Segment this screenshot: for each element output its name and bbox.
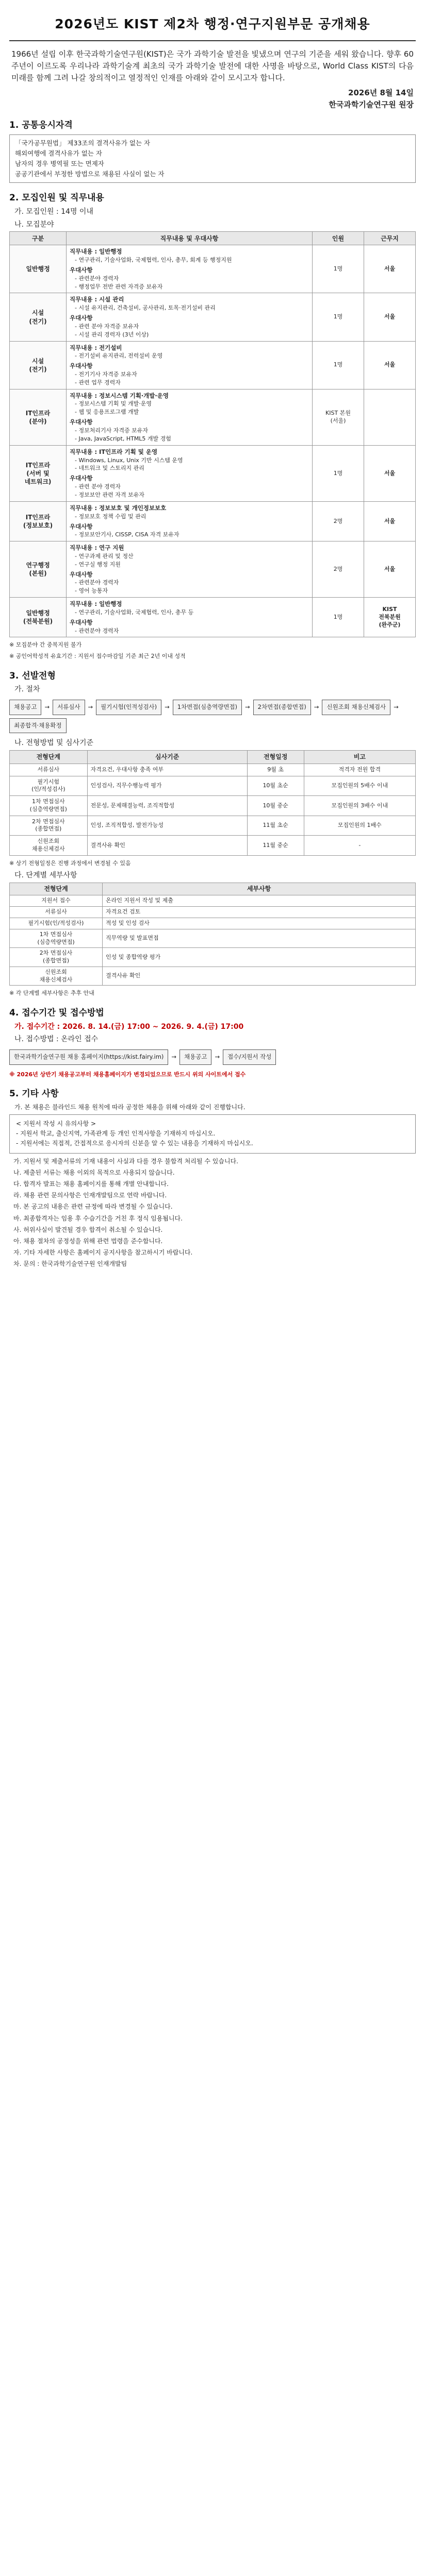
date-line: 2026년 8월 14일	[348, 88, 414, 98]
duty-label: 직무내용 : 전기설비	[70, 344, 122, 351]
table-row	[10, 501, 416, 541]
table-cell: 인성검사, 직무수행능력 평가	[87, 776, 247, 795]
duty-label: 직무내용 : IT인프라 기획 및 운영	[70, 448, 158, 455]
table-cell: 전문성, 문제해결능력, 조직적합성	[87, 796, 247, 816]
table-cell: 인성 및 종합역량 평가	[103, 948, 416, 967]
arrow-icon: →	[171, 1053, 177, 1061]
pref-label: 우대사항	[70, 266, 93, 274]
list-item: 아. 채용 절차의 공정성을 위해 관련 법령을 준수합니다.	[13, 1237, 163, 1245]
duty-text: - Windows, Linux, Unix 기반 시스템 운영 - 네트워크 및 스토리지 관리	[75, 456, 183, 472]
signature: 한국과학기술연구원 원장	[329, 99, 414, 109]
table-row	[10, 836, 416, 855]
table-cell: 신원조회 채용신체검사	[10, 967, 103, 985]
fields-subheading: 나. 모집분야	[14, 220, 54, 229]
table-cell: 인성, 조직적합성, 발전가능성	[87, 816, 247, 835]
table-cell: 10월 중순	[247, 796, 304, 816]
position-detail	[67, 389, 313, 445]
table-row	[10, 541, 416, 598]
headcount-cell: 1명	[313, 598, 364, 637]
position-category: IT인프라 (서버 및 네트워크)	[10, 445, 67, 501]
position-detail	[67, 445, 313, 501]
duty-text: - 정보시스템 기획 및 개발·운영 - 웹 및 응용프로그램 개발	[75, 400, 152, 416]
pref-label: 우대사항	[70, 418, 93, 426]
position-category: 시설 (전기)	[10, 341, 67, 389]
duty-label: 직무내용 : 연구 지원	[70, 544, 124, 552]
position-category: 일반행정	[10, 245, 67, 293]
procedure-subheading: 가. 절차	[14, 685, 40, 694]
table-cell: 9월 초	[247, 764, 304, 776]
table-cell: 1차 면접심사 (심층역량면접)	[10, 929, 103, 947]
arrow-icon: →	[165, 703, 170, 711]
table-cell: 1차 면접심사 (심층역량면접)	[10, 796, 88, 816]
table-row	[10, 245, 416, 293]
pref-text: - 관련분야 경력자 - 영어 능통자	[75, 579, 119, 595]
table-cell: 신원조회 채용신체검사	[10, 836, 88, 855]
table-cell: 11월 초순	[247, 816, 304, 835]
headcount-cell: 2명	[313, 541, 364, 598]
pref-label: 우대사항	[70, 474, 93, 482]
location-cell: 서울	[364, 293, 416, 341]
table-cell: 서류심사	[10, 764, 88, 776]
eligibility-item: 공공기관에서 부정한 방법으로 채용된 사실이 없는 자	[15, 170, 165, 178]
arrow-icon: →	[245, 703, 250, 711]
flow-step: 최종합격·채용확정	[9, 718, 67, 733]
eligibility-box	[9, 134, 416, 183]
pref-label: 우대사항	[70, 314, 93, 322]
table-cell: 자격요건, 우대사항 충족 여부	[87, 764, 247, 776]
pref-text: - 정보처리기사 자격증 보유자 - Java, JavaScript, HTML5 개발 경험	[75, 427, 171, 442]
col-header: 인원	[313, 232, 364, 245]
position-category: 일반행정 (전북분원)	[10, 598, 67, 637]
list-item: 차. 문의 : 한국과학기술연구원 인재개발팀	[13, 1260, 127, 1268]
application-period: 가. 접수기간 : 2026. 8. 14.(금) 17:00 ~ 2026. 9. 4.(금) 17:00	[14, 1022, 244, 1031]
page-title: 2026년도 KIST 제2차 행정·연구지원부문 공개채용	[9, 11, 416, 41]
flow-step: 신원조회 채용신체검사	[322, 700, 390, 715]
col-header: 직무내용 및 우대사항	[67, 232, 313, 245]
table-row	[10, 341, 416, 389]
col-header: 비고	[304, 750, 415, 764]
duty-label: 직무내용 : 일반행정	[70, 600, 122, 608]
pref-label: 우대사항	[70, 618, 93, 626]
pref-text: - 관련 분야 경력자 - 정보보안 관련 자격 보유자	[75, 483, 144, 498]
table-cell: 모집인원의 3배수 이내	[304, 796, 415, 816]
table-cell: 적격자 전원 합격	[304, 764, 415, 776]
table-cell: -	[304, 836, 415, 855]
position-category: IT인프라 (분야)	[10, 389, 67, 445]
table-cell: 모집인원의 1배수	[304, 816, 415, 835]
table-row	[10, 598, 416, 637]
position-detail	[67, 245, 313, 293]
pref-text: - 전기기사 자격증 보유자 - 관련 업무 경력자	[75, 370, 137, 386]
intro-paragraph: 1966년 설립 이후 한국과학기술연구원(KIST)은 국가 과학기술 발전을 빛냈으며 연구의 기준을 세워 왔습니다. 향후 60주년이 이르도록 우리나라 과학기술계 최초의 국가 과학기술 발전에 대한 사명을 바탕으로, World Class KIST의 다음 미래를 함께 그려 나갈 창의적이고 열정적인 인재를 아래와 같이 모시고자 합니다.	[11, 49, 414, 82]
section-1-heading: 1. 공통응시자격	[9, 120, 73, 131]
position-category: IT인프라 (정보보호)	[10, 501, 67, 541]
col-header: 심사기준	[87, 750, 247, 764]
note: ※ 공인어학성적 유효기간 : 지원서 접수마감일 기준 최근 2년 이내 성적	[9, 653, 186, 660]
section-4-heading: 4. 접수기간 및 접수방법	[9, 1007, 104, 1018]
duty-text: - 연구과제 관리 및 정산 - 연구실 행정 지원	[75, 552, 134, 568]
list-item: 바. 최종합격자는 임용 후 수습기간을 거친 후 정식 임용됩니다.	[13, 1214, 183, 1222]
pref-text: - 관련분야 경력자 - 행정업무 전반 관련 자격증 보유자	[75, 275, 163, 290]
position-category: 시설 (전기)	[10, 293, 67, 341]
detail-table	[9, 883, 416, 986]
location-cell: 서울	[364, 541, 416, 598]
table-row	[10, 764, 416, 776]
eligibility-item: 「국가공무원법」 제33조의 결격사유가 없는 자	[15, 139, 151, 147]
duty-label: 직무내용 : 정보시스템 기획·개발·운영	[70, 392, 169, 399]
col-header: 전형단계	[10, 750, 88, 764]
headcount-cell: 1명	[313, 445, 364, 501]
table-cell: 필기시험 (인/적성검사)	[10, 776, 88, 795]
position-detail	[67, 598, 313, 637]
duty-text: - 정보보호 정책 수립 및 관리	[75, 513, 146, 520]
location-cell: 서울	[364, 341, 416, 389]
table-cell: 필기시험(인/적성검사)	[10, 918, 103, 929]
list-item: 라. 채용 관련 문의사항은 인재개발팀으로 연락 바랍니다.	[13, 1192, 167, 1199]
duty-text: - 전기설비 유지관리, 전력설비 운영	[75, 352, 163, 360]
arrow-icon: →	[88, 703, 93, 711]
headcount-cell: 1명	[313, 245, 364, 293]
method-subheading: 나. 전형방법 및 심사기준	[14, 738, 94, 747]
detail-subheading: 다. 단계별 세부사항	[14, 871, 77, 880]
col-header: 전형단계	[10, 883, 103, 895]
callout-box	[9, 1114, 416, 1154]
list-item: 사. 허위사실이 발견될 경우 합격이 취소될 수 있습니다.	[13, 1226, 163, 1233]
table-cell: 결격사유 확인	[87, 836, 247, 855]
table-row	[10, 293, 416, 341]
table-row	[10, 445, 416, 501]
headcount-cell: 1명	[313, 341, 364, 389]
table-row	[10, 948, 416, 967]
duty-label: 직무내용 : 시설 관리	[70, 296, 124, 303]
flow-step: 접수/지원서 작성	[223, 1049, 276, 1064]
procedure-flow	[9, 700, 416, 733]
table-cell: 11월 중순	[247, 836, 304, 855]
table-cell: 서류심사	[10, 906, 103, 918]
callout-text: < 지원서 작성 시 유의사항 > - 지원서 학교, 출신지역, 가족관계 등 개인 인적사항을 기재하지 마십시오. - 지원서에는 직접적, 간접적으로 응시자의 신분을 알 수 있는 내용을 기재하지 마십시오.	[16, 1120, 253, 1147]
headcount-cell: 1명	[313, 293, 364, 341]
headcount-cell: 2명	[313, 501, 364, 541]
location-cell: KIST 전북분원 (완주군)	[364, 598, 416, 637]
position-detail	[67, 501, 313, 541]
flow-step: 1차면접(심층역량면접)	[173, 700, 242, 715]
table-cell: 결격사유 확인	[103, 967, 416, 985]
flow-step: 한국과학기술연구원 채용 홈페이지(https://kist.fairy.im)	[9, 1049, 168, 1064]
table-cell: 모집인원의 5배수 이내	[304, 776, 415, 795]
headcount: 가. 모집인원 : 14명 이내	[14, 207, 93, 216]
table-row	[10, 967, 416, 985]
duty-text: - 연구관리, 기술사업화, 국제협력, 인사, 총무, 회계 등 행정지원	[75, 256, 232, 263]
note: ※ 모집분야 간 중복지원 불가	[9, 641, 82, 649]
table-cell: 직무역량 및 발표면접	[103, 929, 416, 947]
position-detail	[67, 293, 313, 341]
table-cell: 적성 및 인성 검사	[103, 918, 416, 929]
table-row	[10, 929, 416, 947]
col-header: 근무지	[364, 232, 416, 245]
location-cell	[364, 389, 416, 445]
note: ※ 2026년 상반기 채용공고부터 채용홈페이지가 변경되었으므로 반드시 위의 사이트에서 접수	[9, 1071, 246, 1078]
note: ※ 상기 전형일정은 진행 과정에서 변경될 수 있음	[9, 859, 131, 867]
flow-step: 채용공고	[179, 1049, 211, 1064]
flow-step: 필기시험(인적성검사)	[96, 700, 161, 715]
col-header: 세부사항	[103, 883, 416, 895]
eligibility-item: 해외여행에 결격사유가 없는 자	[15, 149, 102, 158]
pref-label: 우대사항	[70, 522, 93, 530]
duty-text: - 시설 유지관리, 건축설비, 공사관리, 토목·전기설비 관리	[75, 304, 216, 312]
position-detail	[67, 341, 313, 389]
section-3-heading: 3. 선발전형	[9, 670, 56, 681]
positions-table	[9, 231, 416, 637]
etc-list	[13, 1157, 416, 1269]
list-item: 다. 합격자 발표는 채용 홈페이지를 통해 개별 안내합니다.	[13, 1180, 169, 1188]
table-cell: 10월 초순	[247, 776, 304, 795]
table-row	[10, 776, 416, 795]
application-method: 나. 접수방법 : 온라인 접수	[14, 1035, 99, 1044]
list-item: 자. 기타 자세한 사항은 홈페이지 공지사항을 참고하시기 바랍니다.	[13, 1249, 193, 1257]
location-cell: 서울	[364, 245, 416, 293]
pref-text: - 정보보안기사, CISSP, CISA 자격 보유자	[75, 531, 179, 538]
table-row	[10, 816, 416, 835]
arrow-icon: →	[215, 1053, 220, 1061]
arrow-icon: →	[314, 703, 319, 711]
table-row	[10, 918, 416, 929]
note: ※ 각 단계별 세부사항은 추후 안내	[9, 990, 94, 997]
position-category: 연구행정 (본원)	[10, 541, 67, 598]
flow-step: 2차면접(종합면접)	[253, 700, 311, 715]
pref-label: 우대사항	[70, 570, 93, 578]
screening-table	[9, 750, 416, 856]
pref-text: - 관련 분야 자격증 보유자 - 시설 관리 경력자 (3년 이상)	[75, 323, 149, 338]
eligibility-item: 남자의 경우 병역필 또는 면제자	[15, 160, 104, 168]
etc-intro: 가. 본 채용은 블라인드 채용 원칙에 따라 공정한 채용을 위해 아래와 같이 진행합니다.	[14, 1103, 246, 1111]
position-detail	[67, 541, 313, 598]
section-5-heading: 5. 기타 사항	[9, 1089, 59, 1099]
duty-label: 직무내용 : 일반행정	[70, 248, 122, 256]
list-item: 나. 제출된 서류는 채용 이외의 목적으로 사용되지 않습니다.	[13, 1168, 175, 1176]
table-row	[10, 906, 416, 918]
location-cell: 서울	[364, 445, 416, 501]
table-cell: 지원서 접수	[10, 895, 103, 906]
pref-label: 우대사항	[70, 362, 93, 370]
table-cell: 2차 면접심사 (종합면접)	[10, 948, 103, 967]
table-row	[10, 895, 416, 906]
col-header: 구분	[10, 232, 67, 245]
section-2-heading: 2. 모집인원 및 직무내용	[9, 193, 104, 204]
headcount-cell: KIST 본원 (서울)	[313, 389, 364, 445]
col-header: 전형일정	[247, 750, 304, 764]
pref-text: - 관련분야 경력자	[75, 627, 119, 634]
table-row	[10, 796, 416, 816]
table-cell: 2차 면접심사 (종합면접)	[10, 816, 88, 835]
table-cell: 자격요건 검토	[103, 906, 416, 918]
flow-step: 서류심사	[53, 700, 85, 715]
arrow-icon: →	[394, 703, 399, 711]
arrow-icon: →	[44, 703, 50, 711]
location-cell: 서울	[364, 501, 416, 541]
table-row	[10, 389, 416, 445]
table-cell: 온라인 지원서 작성 및 제출	[103, 895, 416, 906]
list-item: 가. 지원서 및 제출서류의 기재 내용이 사실과 다를 경우 불합격 처리될 수 있습니다.	[13, 1157, 238, 1165]
list-item: 마. 본 공고의 내용은 관련 규정에 따라 변경될 수 있습니다.	[13, 1203, 173, 1211]
duty-label: 직무내용 : 정보보호 및 개인정보보호	[70, 504, 167, 512]
duty-text: - 연구관리, 기술사업화, 국제협력, 인사, 총무 등	[75, 608, 194, 616]
application-flow	[9, 1049, 416, 1064]
flow-step: 채용공고	[9, 700, 41, 715]
